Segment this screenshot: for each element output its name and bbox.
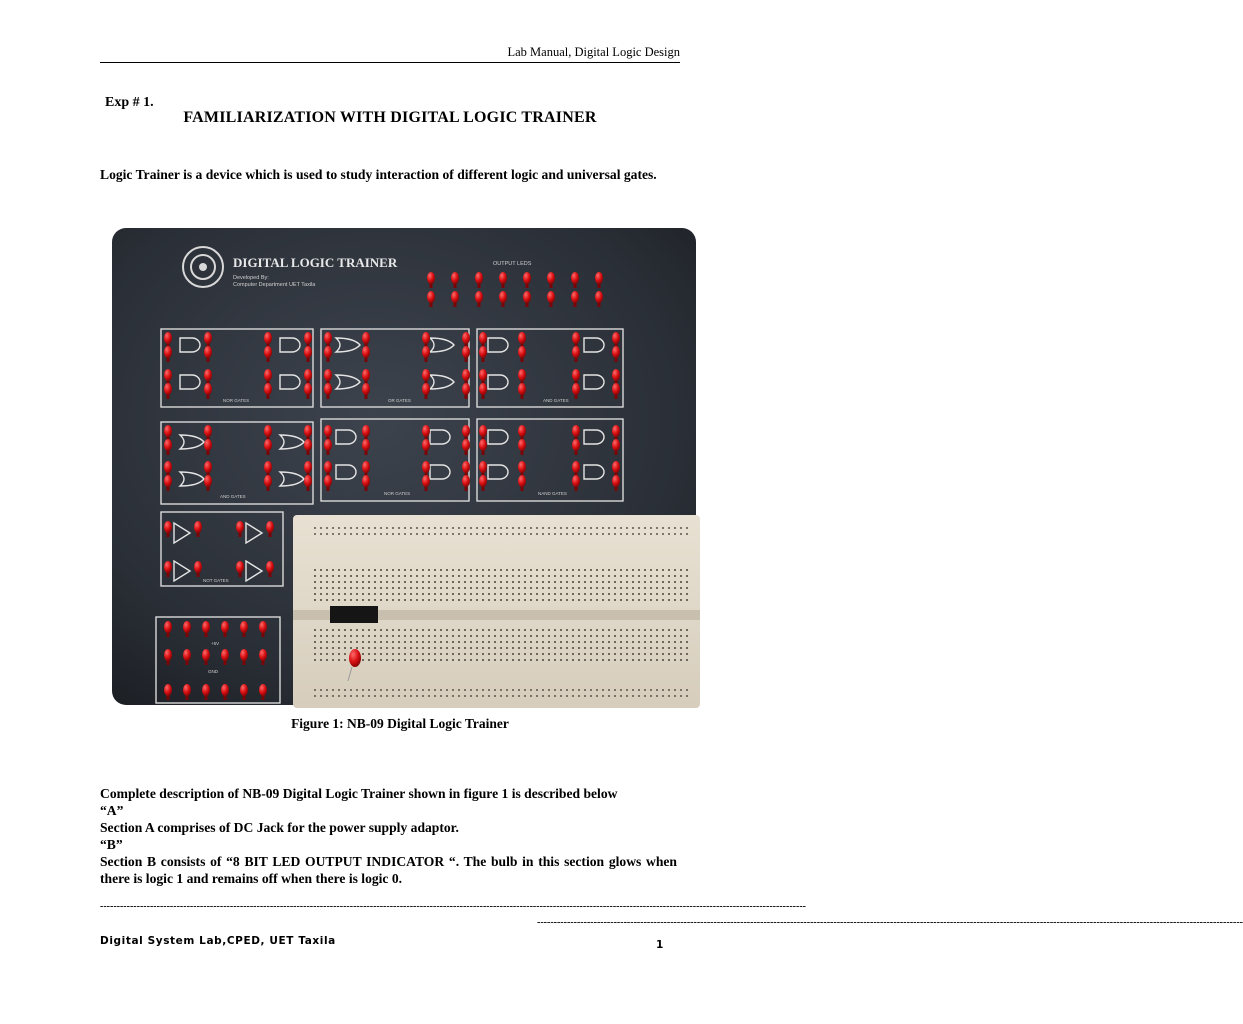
section-b-text: Section B consists of “8 BIT LED OUTPUT INDICATOR “. The bulb in this section glows when there is logic 1 and remains off when there is logic 0.	[100, 854, 677, 886]
power-label-5v: +5V	[211, 641, 220, 646]
footer-lab-name: Digital System Lab,CPED, UET Taxila	[100, 935, 336, 947]
panel-developed-by: Developed By:	[233, 275, 269, 281]
footer-dash-line: --------------------------------------------------------------------------------------------------------------------------------------------------------------------------------------------------------------------	[100, 901, 806, 912]
header-rule	[100, 62, 680, 63]
gate-label-7: NOT GATES	[203, 578, 229, 583]
intro-paragraph: Logic Trainer is a device which is used to study interaction of different logic and universal gates.	[100, 167, 657, 182]
page-title: FAMILIARIZATION WITH DIGITAL LOGIC TRAINER	[183, 109, 597, 126]
gate-label-5: NOR GATES	[384, 491, 411, 496]
experiment-number: Exp # 1.	[105, 95, 154, 110]
footer-dash-line-short: --------------------------------------------------------------------------------------------------------------------------------------------------------------------------------------------------------------------	[537, 917, 1243, 928]
ic-chip	[330, 606, 378, 623]
panel-title: DIGITAL LOGIC TRAINER	[233, 255, 398, 270]
section-b-label: “B”	[100, 837, 123, 852]
gate-label-3: AND GATES	[543, 398, 569, 403]
gate-label-1: NOR GATES	[223, 398, 250, 403]
output-leds-label: OUTPUT LEDS	[493, 261, 532, 267]
power-label-gnd: GND	[208, 669, 218, 674]
section-a-text: Section A comprises of DC Jack for the power supply adaptor.	[100, 820, 459, 835]
gate-label-6: NAND GATES	[538, 491, 567, 496]
section-a-label: “A”	[100, 803, 124, 818]
figure-caption: Figure 1: NB-09 Digital Logic Trainer	[291, 716, 509, 731]
description-intro: Complete description of NB-09 Digital Logic Trainer shown in figure 1 is described below	[100, 786, 618, 801]
gate-label-2: OR GATES	[388, 398, 411, 403]
trainer-photo	[108, 225, 700, 708]
gate-label-4: AND GATES	[220, 494, 246, 499]
running-header: Lab Manual, Digital Logic Design	[507, 45, 680, 59]
page-number: 1	[656, 939, 664, 951]
description-body	[100, 785, 677, 887]
panel-department: Computer Department UET Taxila	[233, 282, 316, 288]
